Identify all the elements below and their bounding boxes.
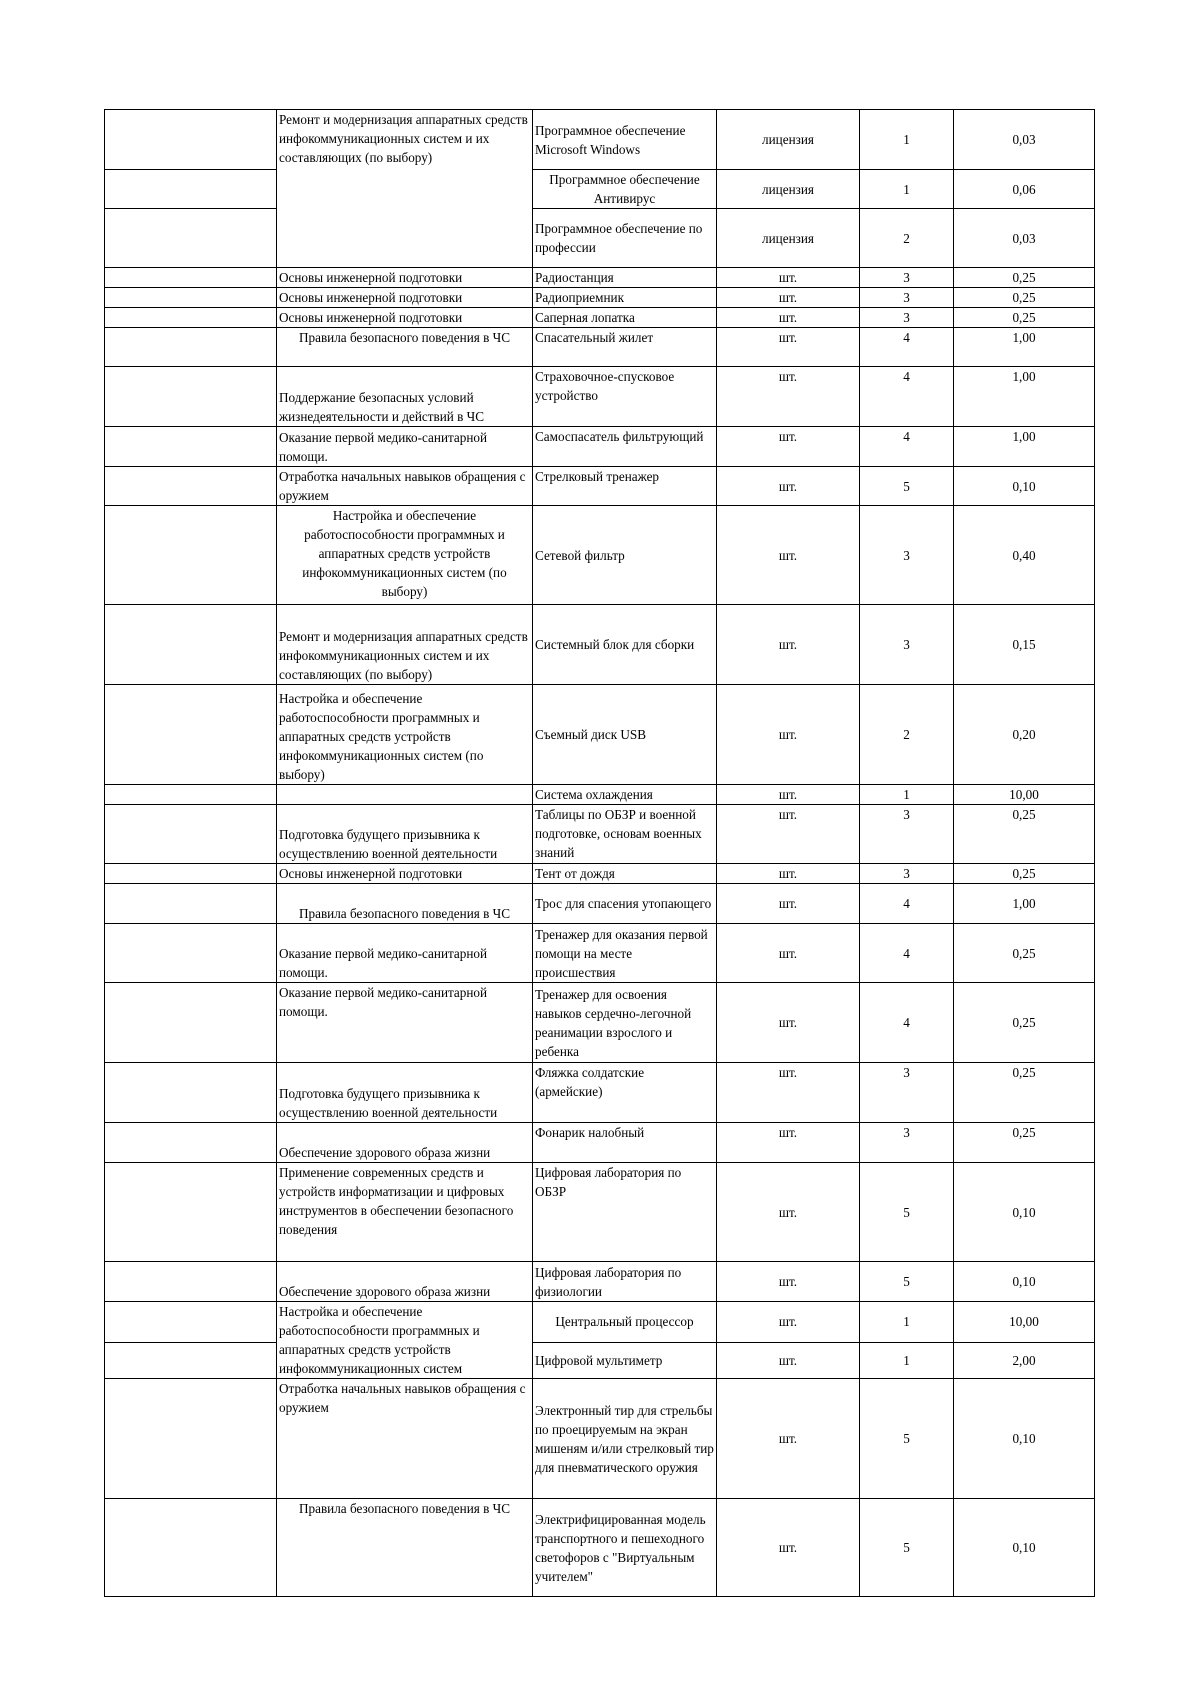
- item-cell: Спасательный жилет: [533, 328, 717, 367]
- module-cell: [277, 785, 533, 805]
- blank-cell: [105, 605, 277, 685]
- unit-cell: шт.: [717, 328, 860, 367]
- module-cell: Отработка начальных навыков обращения с оружием: [277, 467, 533, 506]
- module-cell: Оказание первой медико-санитарной помощи.: [277, 983, 533, 1063]
- amount-cell: 0,25: [954, 268, 1095, 288]
- unit-cell: шт.: [717, 506, 860, 605]
- table-row: [105, 288, 1095, 308]
- amount-cell: 0,25: [954, 983, 1095, 1063]
- qty-cell: 1: [860, 785, 954, 805]
- module-cell: Основы инженерной подготовки: [277, 308, 533, 328]
- unit-cell: шт.: [717, 983, 860, 1063]
- blank-cell: [105, 1262, 277, 1302]
- qty-cell: 4: [860, 427, 954, 467]
- item-cell: Съемный диск USB: [533, 685, 717, 785]
- qty-cell: 4: [860, 328, 954, 367]
- item-cell: Цифровая лаборатория по физиологии: [533, 1262, 717, 1302]
- equipment-table: [104, 109, 1095, 1597]
- module-cell: Подготовка будущего призывника к осуществлению военной деятельности: [277, 805, 533, 864]
- qty-cell: 3: [860, 268, 954, 288]
- blank-cell: [105, 1163, 277, 1262]
- amount-cell: 0,15: [954, 605, 1095, 685]
- item-cell: Программное обеспечение Антивирус: [533, 170, 717, 209]
- table-row: [105, 367, 1095, 427]
- amount-cell: 0,25: [954, 924, 1095, 983]
- unit-cell: шт.: [717, 467, 860, 506]
- blank-cell: [105, 1123, 277, 1163]
- table-row: [105, 427, 1095, 467]
- module-cell: Обеспечение здорового образа жизни: [277, 1123, 533, 1163]
- qty-cell: 4: [860, 884, 954, 924]
- item-cell: Радиоприемник: [533, 288, 717, 308]
- qty-cell: 2: [860, 685, 954, 785]
- item-cell: Система охлаждения: [533, 785, 717, 805]
- blank-cell: [105, 288, 277, 308]
- amount-cell: 0,10: [954, 467, 1095, 506]
- unit-cell: шт.: [717, 367, 860, 427]
- blank-cell: [105, 685, 277, 785]
- item-cell: Фляжка солдатские (армейские): [533, 1063, 717, 1123]
- amount-cell: 1,00: [954, 328, 1095, 367]
- module-cell: Обеспечение здорового образа жизни: [277, 1262, 533, 1302]
- blank-cell: [105, 983, 277, 1063]
- table-row: [105, 1163, 1095, 1262]
- table-row: [105, 1262, 1095, 1302]
- unit-cell: шт.: [717, 1163, 860, 1262]
- blank-cell: [105, 427, 277, 467]
- item-cell: Страховочное-спусковое устройство: [533, 367, 717, 427]
- module-cell: Правила безопасного поведения в ЧС: [277, 1499, 533, 1597]
- blank-cell: [105, 805, 277, 864]
- qty-cell: 2: [860, 209, 954, 268]
- item-cell: Программное обеспечение Microsoft Windows: [533, 110, 717, 170]
- unit-cell: шт.: [717, 1262, 860, 1302]
- unit-cell: шт.: [717, 1063, 860, 1123]
- blank-cell: [105, 864, 277, 884]
- qty-cell: 1: [860, 1302, 954, 1343]
- amount-cell: 10,00: [954, 1302, 1095, 1343]
- qty-cell: 1: [860, 110, 954, 170]
- table-row: [105, 1379, 1095, 1499]
- blank-cell: [105, 328, 277, 367]
- table-row: [105, 924, 1095, 983]
- blank-cell: [105, 110, 277, 170]
- module-cell: Отработка начальных навыков обращения с оружием: [277, 1379, 533, 1499]
- unit-cell: шт.: [717, 288, 860, 308]
- amount-cell: 0,06: [954, 170, 1095, 209]
- item-cell: Тент от дождя: [533, 864, 717, 884]
- qty-cell: 3: [860, 288, 954, 308]
- blank-cell: [105, 1499, 277, 1597]
- unit-cell: лицензия: [717, 110, 860, 170]
- blank-cell: [105, 506, 277, 605]
- blank-cell: [105, 209, 277, 268]
- qty-cell: 5: [860, 1379, 954, 1499]
- item-cell: Электрифицированная модель транспортного и пешеходного светофоров с "Виртуальным учителем": [533, 1499, 717, 1597]
- module-cell: Оказание первой медико-санитарной помощи.: [277, 924, 533, 983]
- amount-cell: 0,25: [954, 1063, 1095, 1123]
- module-cell: Поддержание безопасных условий жизнедеятельности и действий в ЧС: [277, 367, 533, 427]
- unit-cell: шт.: [717, 864, 860, 884]
- module-cell: Настройка и обеспечение работоспособности программных и аппаратных средств устройств инфокоммуникационных систем (по выбору): [277, 506, 533, 605]
- table-row: [105, 1302, 1095, 1343]
- qty-cell: 5: [860, 1163, 954, 1262]
- module-cell: Ремонт и модернизация аппаратных средств инфокоммуникационных систем и их составляющих (по выбору): [277, 605, 533, 685]
- module-cell: Основы инженерной подготовки: [277, 268, 533, 288]
- amount-cell: 1,00: [954, 367, 1095, 427]
- qty-cell: 5: [860, 1262, 954, 1302]
- qty-cell: 3: [860, 308, 954, 328]
- amount-cell: 0,10: [954, 1163, 1095, 1262]
- item-cell: Таблицы по ОБЗР и военной подготовке, основам военных знаний: [533, 805, 717, 864]
- item-cell: Программное обеспечение по профессии: [533, 209, 717, 268]
- module-cell: Основы инженерной подготовки: [277, 288, 533, 308]
- blank-cell: [105, 268, 277, 288]
- item-cell: Стрелковый тренажер: [533, 467, 717, 506]
- item-cell: Радиостанция: [533, 268, 717, 288]
- table-row: [105, 1342, 1095, 1378]
- amount-cell: 0,25: [954, 864, 1095, 884]
- amount-cell: 1,00: [954, 884, 1095, 924]
- table-row: [105, 506, 1095, 605]
- qty-cell: 3: [860, 864, 954, 884]
- unit-cell: шт.: [717, 924, 860, 983]
- table-row: [105, 785, 1095, 805]
- blank-cell: [105, 1302, 277, 1343]
- amount-cell: 0,03: [954, 209, 1095, 268]
- unit-cell: шт.: [717, 1499, 860, 1597]
- blank-cell: [105, 367, 277, 427]
- unit-cell: шт.: [717, 884, 860, 924]
- unit-cell: шт.: [717, 805, 860, 864]
- table-row: [105, 170, 1095, 209]
- table-row: [105, 1499, 1095, 1597]
- blank-cell: [105, 785, 277, 805]
- item-cell: Фонарик налобный: [533, 1123, 717, 1163]
- module-cell: Применение современных средств и устройств информатизации и цифровых инструментов в обеспечении безопасного поведения: [277, 1163, 533, 1262]
- unit-cell: шт.: [717, 308, 860, 328]
- amount-cell: 0,03: [954, 110, 1095, 170]
- qty-cell: 4: [860, 983, 954, 1063]
- amount-cell: 0,25: [954, 1123, 1095, 1163]
- blank-cell: [105, 1342, 277, 1378]
- table-row: [105, 864, 1095, 884]
- table-row: [105, 328, 1095, 367]
- amount-cell: 2,00: [954, 1342, 1095, 1378]
- module-cell: Оказание первой медико-санитарной помощи.: [277, 427, 533, 467]
- blank-cell: [105, 924, 277, 983]
- amount-cell: 0,25: [954, 308, 1095, 328]
- table-row: [105, 884, 1095, 924]
- qty-cell: 4: [860, 367, 954, 427]
- item-cell: Центральный процессор: [533, 1302, 717, 1343]
- unit-cell: шт.: [717, 1302, 860, 1343]
- qty-cell: 5: [860, 1499, 954, 1597]
- item-cell: Электронный тир для стрельбы по проецируемым на экран мишеням и/или стрелковый тир для пневматического оружия: [533, 1379, 717, 1499]
- module-cell: Подготовка будущего призывника к осуществлению военной деятельности: [277, 1063, 533, 1123]
- table-row: [105, 1063, 1095, 1123]
- module-cell: Настройка и обеспечение работоспособности программных и аппаратных средств устройств инфокоммуникационных систем (по выбору): [277, 685, 533, 785]
- table-row: [105, 308, 1095, 328]
- unit-cell: лицензия: [717, 209, 860, 268]
- unit-cell: лицензия: [717, 170, 860, 209]
- qty-cell: 3: [860, 805, 954, 864]
- qty-cell: 5: [860, 467, 954, 506]
- item-cell: Системный блок для сборки: [533, 605, 717, 685]
- amount-cell: 0,25: [954, 805, 1095, 864]
- amount-cell: 0,25: [954, 288, 1095, 308]
- amount-cell: 1,00: [954, 427, 1095, 467]
- table-row: [105, 268, 1095, 288]
- item-cell: Тренажер для освоения навыков сердечно-легочной реанимации взрослого и ребенка: [533, 983, 717, 1063]
- blank-cell: [105, 1379, 277, 1499]
- blank-cell: [105, 308, 277, 328]
- qty-cell: 1: [860, 170, 954, 209]
- blank-cell: [105, 170, 277, 209]
- module-cell: Основы инженерной подготовки: [277, 864, 533, 884]
- document-page: [104, 109, 1094, 1597]
- module-cell: Правила безопасного поведения в ЧС: [277, 328, 533, 367]
- table-row: [105, 209, 1095, 268]
- amount-cell: 0,10: [954, 1379, 1095, 1499]
- table-row: [105, 110, 1095, 170]
- qty-cell: 3: [860, 605, 954, 685]
- qty-cell: 3: [860, 506, 954, 605]
- amount-cell: 0,20: [954, 685, 1095, 785]
- unit-cell: шт.: [717, 427, 860, 467]
- unit-cell: шт.: [717, 785, 860, 805]
- blank-cell: [105, 1063, 277, 1123]
- amount-cell: 10,00: [954, 785, 1095, 805]
- amount-cell: 0,10: [954, 1262, 1095, 1302]
- table-row: [105, 467, 1095, 506]
- unit-cell: шт.: [717, 1342, 860, 1378]
- amount-cell: 0,40: [954, 506, 1095, 605]
- table-row: [105, 983, 1095, 1063]
- qty-cell: 1: [860, 1342, 954, 1378]
- table-row: [105, 605, 1095, 685]
- module-cell: Ремонт и модернизация аппаратных средств инфокоммуникационных систем и их составляющих (по выбору): [277, 110, 533, 268]
- item-cell: Цифровой мультиметр: [533, 1342, 717, 1378]
- module-cell: Правила безопасного поведения в ЧС: [277, 884, 533, 924]
- qty-cell: 3: [860, 1123, 954, 1163]
- amount-cell: 0,10: [954, 1499, 1095, 1597]
- unit-cell: шт.: [717, 1379, 860, 1499]
- blank-cell: [105, 884, 277, 924]
- equipment-table-body: [105, 110, 1095, 1597]
- item-cell: Самоспасатель фильтрующий: [533, 427, 717, 467]
- blank-cell: [105, 467, 277, 506]
- unit-cell: шт.: [717, 268, 860, 288]
- unit-cell: шт.: [717, 605, 860, 685]
- item-cell: Цифровая лаборатория по ОБЗР: [533, 1163, 717, 1262]
- table-row: [105, 805, 1095, 864]
- table-row: [105, 685, 1095, 785]
- item-cell: Сетевой фильтр: [533, 506, 717, 605]
- item-cell: Тренажер для оказания первой помощи на месте происшествия: [533, 924, 717, 983]
- unit-cell: шт.: [717, 685, 860, 785]
- qty-cell: 4: [860, 924, 954, 983]
- unit-cell: шт.: [717, 1123, 860, 1163]
- item-cell: Трос для спасения утопающего: [533, 884, 717, 924]
- qty-cell: 3: [860, 1063, 954, 1123]
- item-cell: Саперная лопатка: [533, 308, 717, 328]
- module-cell: Настройка и обеспечение работоспособности программных и аппаратных средств устройств инфокоммуникационных систем: [277, 1302, 533, 1379]
- table-row: [105, 1123, 1095, 1163]
